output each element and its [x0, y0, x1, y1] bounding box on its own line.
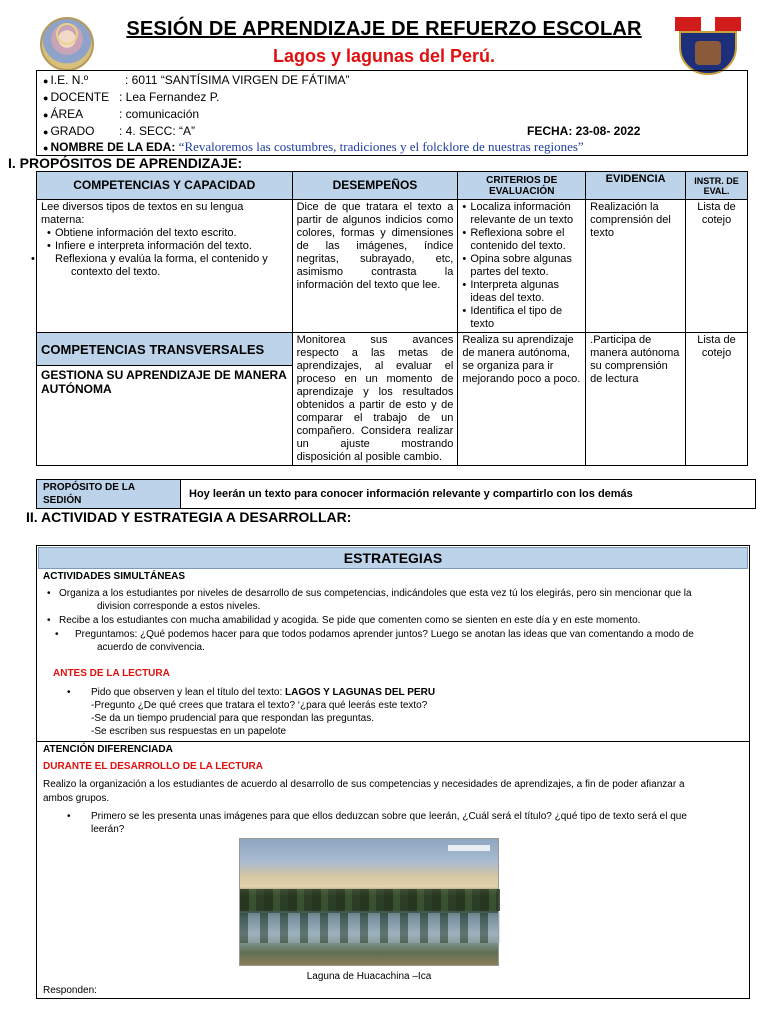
bullet-icon: •: [67, 687, 71, 698]
atencion-title: ATENCIÓN DIFERENCIADA: [43, 744, 173, 755]
eda-row: ● NOMBRE DE LA EDA: “Revaloremos las costumbres, tradiciones y el folcklore de nuestras regiones”: [43, 139, 584, 154]
antes-title: ANTES DE LA LECTURA: [53, 668, 170, 679]
proposito-label: PROPÓSITO DE LA SEDIÓN: [37, 480, 181, 508]
laguna-photo: [239, 838, 499, 966]
durante-title: DURANTE EL DESARROLLO DE LA LECTURA: [43, 761, 263, 772]
durante-bullet-line: Primero se les presenta unas imágenes para que ellos deduzcan sobre que leerán, ¿Cuál será el título? ¿qué tipo de texto será el que: [91, 811, 687, 822]
th-competencias: COMPETENCIAS Y CAPACIDAD: [37, 172, 293, 200]
document-subtitle: Lagos y lagunas del Perú.: [272, 46, 496, 66]
evidencia-cell: Realización la comprensión del texto: [586, 200, 686, 333]
criterio-item: • Opina sobre algunas partes del texto.: [462, 253, 581, 279]
simultanea-line: acuerdo de convivencia.: [97, 642, 205, 653]
area-row: ● ÁREA : comunicación: [43, 107, 200, 121]
eda-label: NOMBRE DE LA EDA:: [50, 140, 176, 154]
th-instr: INSTR. DE EVAL.: [686, 172, 748, 200]
criterios-cell: [458, 200, 586, 333]
transversal-instr: Lista de cotejo: [686, 333, 748, 466]
bullet-icon: •: [47, 615, 51, 626]
antes-line: -Pregunto ¿De qué crees que tratara el texto? ‘¿para qué leerás este texto?: [91, 700, 428, 711]
docente-row: ● DOCENTE : Lea Fernandez P.: [43, 90, 220, 104]
antes-lead-text: Pido que observen y lean el título del texto:: [91, 687, 286, 698]
grado-value: : 4. SECC: “A”: [119, 124, 196, 138]
th-desempenos: DESEMPEÑOS: [292, 172, 458, 200]
competencia-item: [47, 253, 288, 279]
section-divider: [37, 741, 749, 742]
responden: Responden:: [43, 985, 97, 996]
competencia-item: • Infiere e interpreta información del texto.: [47, 240, 288, 253]
simultaneas-title: ACTIVIDADES SIMULTÁNEAS: [43, 571, 186, 582]
fecha: FECHA: 23-08- 2022: [527, 124, 641, 138]
th-criterios: CRITERIOS DE EVALUACIÓN: [458, 172, 586, 200]
photo-watermark: [448, 845, 490, 851]
criterio-item: • Localiza información relevante de un texto: [462, 201, 581, 227]
durante-line: Realizo la organización a los estudiantes de acuerdo al desarrollo de sus competencias y necesidades de aprendizajes, a fin de poder afianzar a: [43, 779, 685, 790]
ie-value: : 6011 “SANTÍSIMA VIRGEN DE FÁTIMA”: [125, 73, 350, 87]
antes-lead: [91, 686, 435, 699]
bullet-icon: •: [47, 588, 51, 599]
strategies-box: [36, 545, 750, 999]
transversal-header: COMPETENCIAS TRANSVERSALES: [37, 333, 293, 366]
durante-line: ambos grupos.: [43, 793, 110, 804]
info-box: [36, 70, 748, 156]
antes-line: -Se da un tiempo prudencial para que respondan las preguntas.: [91, 713, 374, 724]
desempeno-cell: Dice de que tratara el texto a partir de algunos indicios como colores, formas y dimensiones de las imágenes, índice negritas, subrayado, etc, asimismo contrasta la información del texto que lee.: [292, 200, 458, 333]
simultanea-line: Organiza a los estudiantes por niveles de desarrollo de sus competencias, indicándoles que esta vez tú los elegirás, pero sin mencionar que la: [59, 588, 692, 599]
simultanea-line: Preguntamos: ¿Qué podemos hacer para que todos podamos aprender juntos? Luego se anotan las ideas que van comentando a modo de: [75, 629, 694, 640]
competencia-item-text: Reflexiona y evalúa la forma, el contenido y contexto del texto.: [55, 253, 268, 278]
bullet-icon: •: [67, 811, 71, 822]
transversal-competencia: GESTIONA SU APRENDIZAJE DE MANERA AUTÓNOMA: [37, 366, 293, 466]
competencias-cell: [37, 200, 293, 333]
transversal-criterios: Realiza su aprendizaje de manera autónoma, se organiza para ir mejorando poco a poco.: [458, 333, 586, 466]
proposito-text: Hoy leerán un texto para conocer información relevante y compartirlo con los demás: [189, 488, 633, 500]
photo-trees: [240, 889, 500, 911]
area-value: : comunicación: [119, 107, 200, 121]
competencia-item: • Obtiene información del texto escrito.: [47, 227, 288, 240]
instr-cell: Lista de cotejo: [686, 200, 748, 333]
photo-reflection: [240, 913, 500, 943]
ie-label: I.E. N.º: [50, 73, 89, 87]
antes-lead-bold: LAGOS Y LAGUNAS DEL PERU: [285, 687, 436, 698]
grado-row: ● GRADO : 4. SECC: “A”: [43, 124, 196, 138]
proposito-box: [36, 479, 756, 509]
transversal-evidencia: .Participa de manera autónoma su comprensión de lectura: [586, 333, 686, 466]
docente-label: DOCENTE: [50, 90, 110, 104]
antes-line: -Se escriben sus respuestas en un papelote: [91, 726, 287, 737]
criterio-item: • Reflexiona sobre el contenido del texto.: [462, 227, 581, 253]
eda-value: “Revaloremos las costumbres, tradiciones y el folcklore de nuestras regiones”: [178, 139, 584, 154]
ie-row: ● I.E. N.º : 6011 “SANTÍSIMA VIRGEN DE FÁTIMA”: [43, 73, 350, 87]
criterio-item: • Interpreta algunas ideas del texto.: [462, 279, 581, 305]
docente-value: : Lea Fernandez P.: [119, 90, 220, 104]
simultanea-line: division corresponde a estos niveles.: [97, 601, 261, 612]
simultanea-line: Recibe a los estudiantes con mucha amabilidad y acogida. Se pide que comenten como se sienten en este día y en este momento.: [59, 615, 641, 626]
competencias-intro: Lee diversos tipos de textos en su lengua materna:: [41, 201, 244, 226]
transversal-desempeno: Monitorea sus avances respecto a las metas de aprendizajes, al evaluar el proceso en un momento de aprendizaje y los resultados obtenidos a partir de esto y de comparar el trabajo de un compañero. Considera realizar un ajuste mostrando disposición al posible cambio.: [292, 333, 458, 466]
section-2-heading: II. ACTIVIDAD Y ESTRATEGIA A DESARROLLAR:: [26, 509, 352, 525]
purposes-table: [36, 171, 748, 466]
photo-caption: Laguna de Huacachina –Ica: [306, 971, 432, 982]
strategies-header: ESTRATEGIAS: [38, 547, 748, 569]
criterio-item: • Identifica el tipo de texto: [462, 305, 581, 331]
section-1-heading: I. PROPÓSITOS DE APRENDIZAJE:: [8, 155, 243, 171]
grado-label: GRADO: [50, 124, 95, 138]
document-title: SESIÓN DE APRENDIZAJE DE REFUERZO ESCOLAR: [126, 18, 642, 40]
bullet-icon: •: [55, 629, 59, 640]
th-evidencia: EVIDENCIA: [586, 172, 686, 200]
area-label: ÁREA: [50, 107, 84, 121]
durante-bullet-line: leerán?: [91, 824, 125, 835]
